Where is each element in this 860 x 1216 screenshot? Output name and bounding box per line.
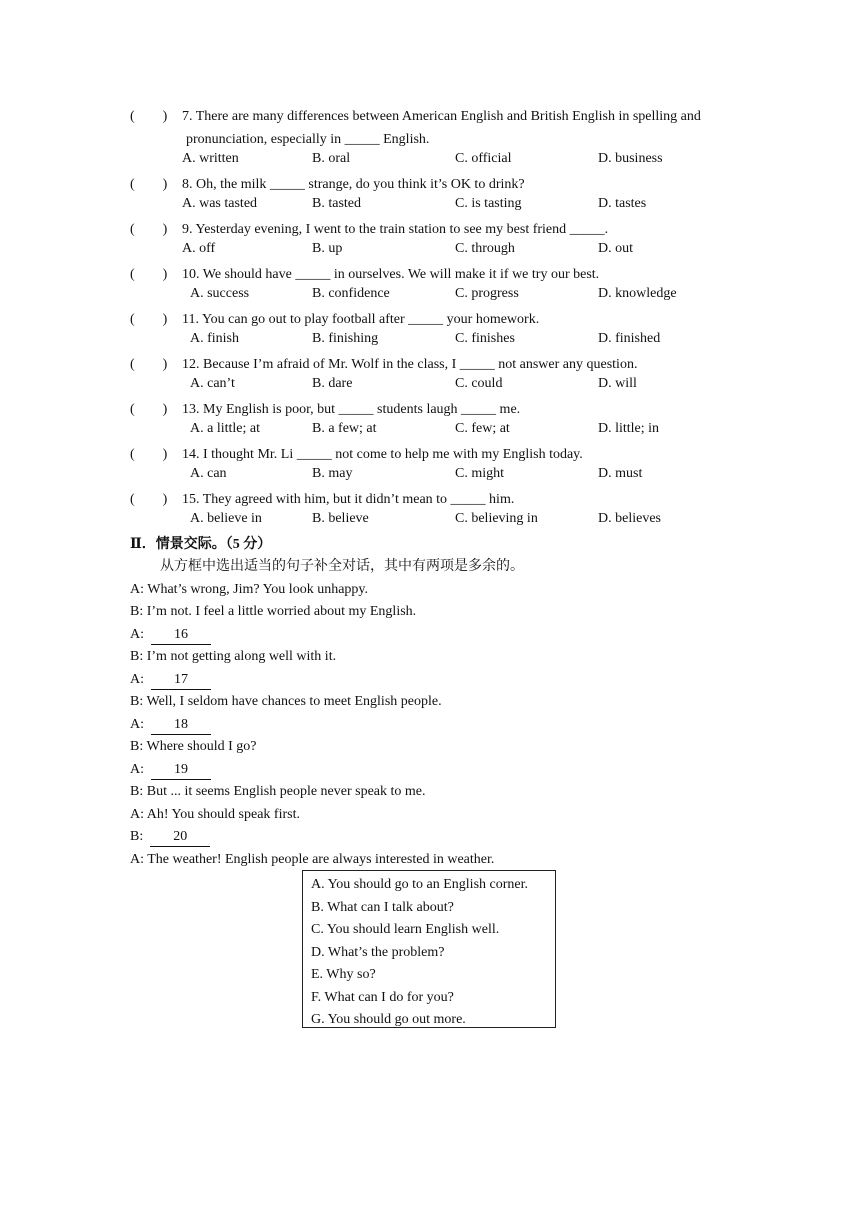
question-stem: 13. My English is poor, but _____ students laugh _____ me. <box>182 401 521 417</box>
question-stem: 12. Because I’m afraid of Mr. Wolf in the class, I _____ not answer any question. <box>182 356 638 372</box>
answer-blank-20[interactable]: 20 <box>150 828 210 847</box>
option-d: D. out <box>598 241 633 256</box>
option-b: B. up <box>312 241 343 256</box>
option-d: D. finished <box>598 331 661 346</box>
speaker-label: A: <box>130 716 144 732</box>
option-a: A. believe in <box>190 511 262 526</box>
box-option-c: C. You should learn English well. <box>311 922 500 937</box>
option-a: A. was tasted <box>182 196 258 211</box>
answer-paren[interactable]: ( ) <box>130 311 168 327</box>
question-11 <box>130 309 770 332</box>
answer-paren[interactable]: ( ) <box>130 446 168 462</box>
option-d: D. business <box>598 151 663 166</box>
option-d: D. tastes <box>598 196 647 211</box>
dialogue-line: A: The weather! English people are always interested in weather. <box>130 851 495 867</box>
answer-paren[interactable]: ( ) <box>130 401 168 417</box>
option-d: D. little; in <box>598 421 660 436</box>
question-9 <box>130 219 770 242</box>
options-row <box>130 286 770 309</box>
option-c: C. believing in <box>455 511 538 526</box>
option-b: B. finishing <box>312 331 379 346</box>
answer-paren[interactable]: ( ) <box>130 221 168 237</box>
option-a: A. a little; at <box>190 421 260 436</box>
question-10 <box>130 264 770 287</box>
option-c: C. could <box>455 376 503 391</box>
dialogue-line: A: Ah! You should speak first. <box>130 806 300 822</box>
option-b: B. confidence <box>312 286 390 301</box>
dialogue-line: B: Where should I go? <box>130 739 257 754</box>
question-stem: 11. You can go out to play football after _____ your homework. <box>182 311 540 327</box>
section-title: Ⅱ．情景交际。（5 分） <box>130 536 272 552</box>
dialogue-line: B: Well, I seldom have chances to meet English people. <box>130 694 442 709</box>
box-option-a: A. You should go to an English corner. <box>311 877 528 892</box>
dialogue-line: B: I’m not. I feel a little worried about my English. <box>130 604 417 619</box>
option-a: A. off <box>182 241 216 256</box>
dialogue-line: B: But ... it seems English people never speak to me. <box>130 784 426 799</box>
option-c: C. might <box>455 466 505 481</box>
box-option-b: B. What can I talk about? <box>311 899 454 915</box>
options-row <box>130 331 770 354</box>
question-14 <box>130 444 770 467</box>
dialogue-line: B: I’m not getting along well with it. <box>130 649 337 664</box>
dialogue-blank-line <box>130 759 770 782</box>
option-d: D. will <box>598 376 637 391</box>
question-15 <box>130 489 770 512</box>
option-c: C. through <box>455 241 515 256</box>
question-stem: 14. I thought Mr. Li _____ not come to help me with my English today. <box>182 446 583 462</box>
answer-paren[interactable]: ( ) <box>130 176 168 192</box>
box-option-f: F. What can I do for you? <box>311 989 454 1005</box>
option-d: D. must <box>598 466 643 481</box>
question-stem: 8. Oh, the milk _____ strange, do you think it’s OK to drink? <box>182 176 525 192</box>
options-box <box>302 870 556 1028</box>
option-b: B. tasted <box>312 196 361 211</box>
question-12 <box>130 354 770 377</box>
option-d: D. believes <box>598 511 661 526</box>
question-8 <box>130 174 770 197</box>
question-13 <box>130 399 770 422</box>
speaker-label: A: <box>130 671 144 687</box>
question-stem: 9. Yesterday evening, I went to the train station to see my best friend _____. <box>182 221 609 237</box>
answer-blank-18[interactable]: 18 <box>151 716 211 735</box>
options-row <box>130 466 770 489</box>
option-c: C. is tasting <box>455 196 522 211</box>
options-row <box>130 241 770 264</box>
option-b: B. dare <box>312 376 353 391</box>
option-c: C. official <box>455 151 512 166</box>
options-row <box>130 421 770 444</box>
option-c: C. progress <box>455 286 519 301</box>
dialogue-blank-line <box>130 826 770 849</box>
speaker-label: A: <box>130 626 144 642</box>
dialogue-blank-line <box>130 714 770 737</box>
question-stem-continued: pronunciation, especially in _____ English. <box>186 131 430 147</box>
answer-blank-19[interactable]: 19 <box>151 761 211 780</box>
answer-paren[interactable]: ( ) <box>130 109 168 124</box>
question-stem: 10. We should have _____ in ourselves. We will make it if we try our best. <box>182 266 600 282</box>
option-a: A. success <box>190 286 250 301</box>
question-stem: 7. There are many differences between American English and British English in spelling and <box>182 109 701 124</box>
option-c: C. finishes <box>455 331 515 346</box>
box-option-g: G. You should go out more. <box>311 1012 466 1027</box>
answer-paren[interactable]: ( ) <box>130 266 168 282</box>
options-row <box>130 151 770 174</box>
question-stem: 15. They agreed with him, but it didn’t mean to _____ him. <box>182 491 515 507</box>
answer-paren[interactable]: ( ) <box>130 356 168 372</box>
option-b: B. a few; at <box>312 421 377 436</box>
box-option-e: E. Why so? <box>311 967 376 982</box>
question-7 <box>130 106 770 129</box>
answer-blank-16[interactable]: 16 <box>151 626 211 645</box>
speaker-label: B: <box>130 829 144 844</box>
option-a: A. finish <box>190 331 239 346</box>
option-a: A. can <box>190 466 227 481</box>
option-b: B. may <box>312 466 353 481</box>
dialogue-blank-line <box>130 624 770 647</box>
option-a: A. written <box>182 151 239 166</box>
options-row <box>130 511 770 534</box>
speaker-label: A: <box>130 761 144 777</box>
box-option-d: D. What’s the problem? <box>311 944 445 960</box>
dialogue-blank-line <box>130 669 770 692</box>
option-d: D. knowledge <box>598 286 677 301</box>
option-b: B. oral <box>312 151 351 166</box>
answer-blank-17[interactable]: 17 <box>151 671 211 690</box>
exam-page <box>130 106 770 871</box>
answer-paren[interactable]: ( ) <box>130 491 168 507</box>
section-instruction: 从方框中选出适当的句子补全对话，其中有两项是多余的。 <box>160 559 524 574</box>
options-row <box>130 376 770 399</box>
options-row <box>130 196 770 219</box>
option-b: B. believe <box>312 511 369 526</box>
option-a: A. can’t <box>190 376 235 391</box>
option-c: C. few; at <box>455 421 510 436</box>
dialogue-line: A: What’s wrong, Jim? You look unhappy. <box>130 581 368 597</box>
